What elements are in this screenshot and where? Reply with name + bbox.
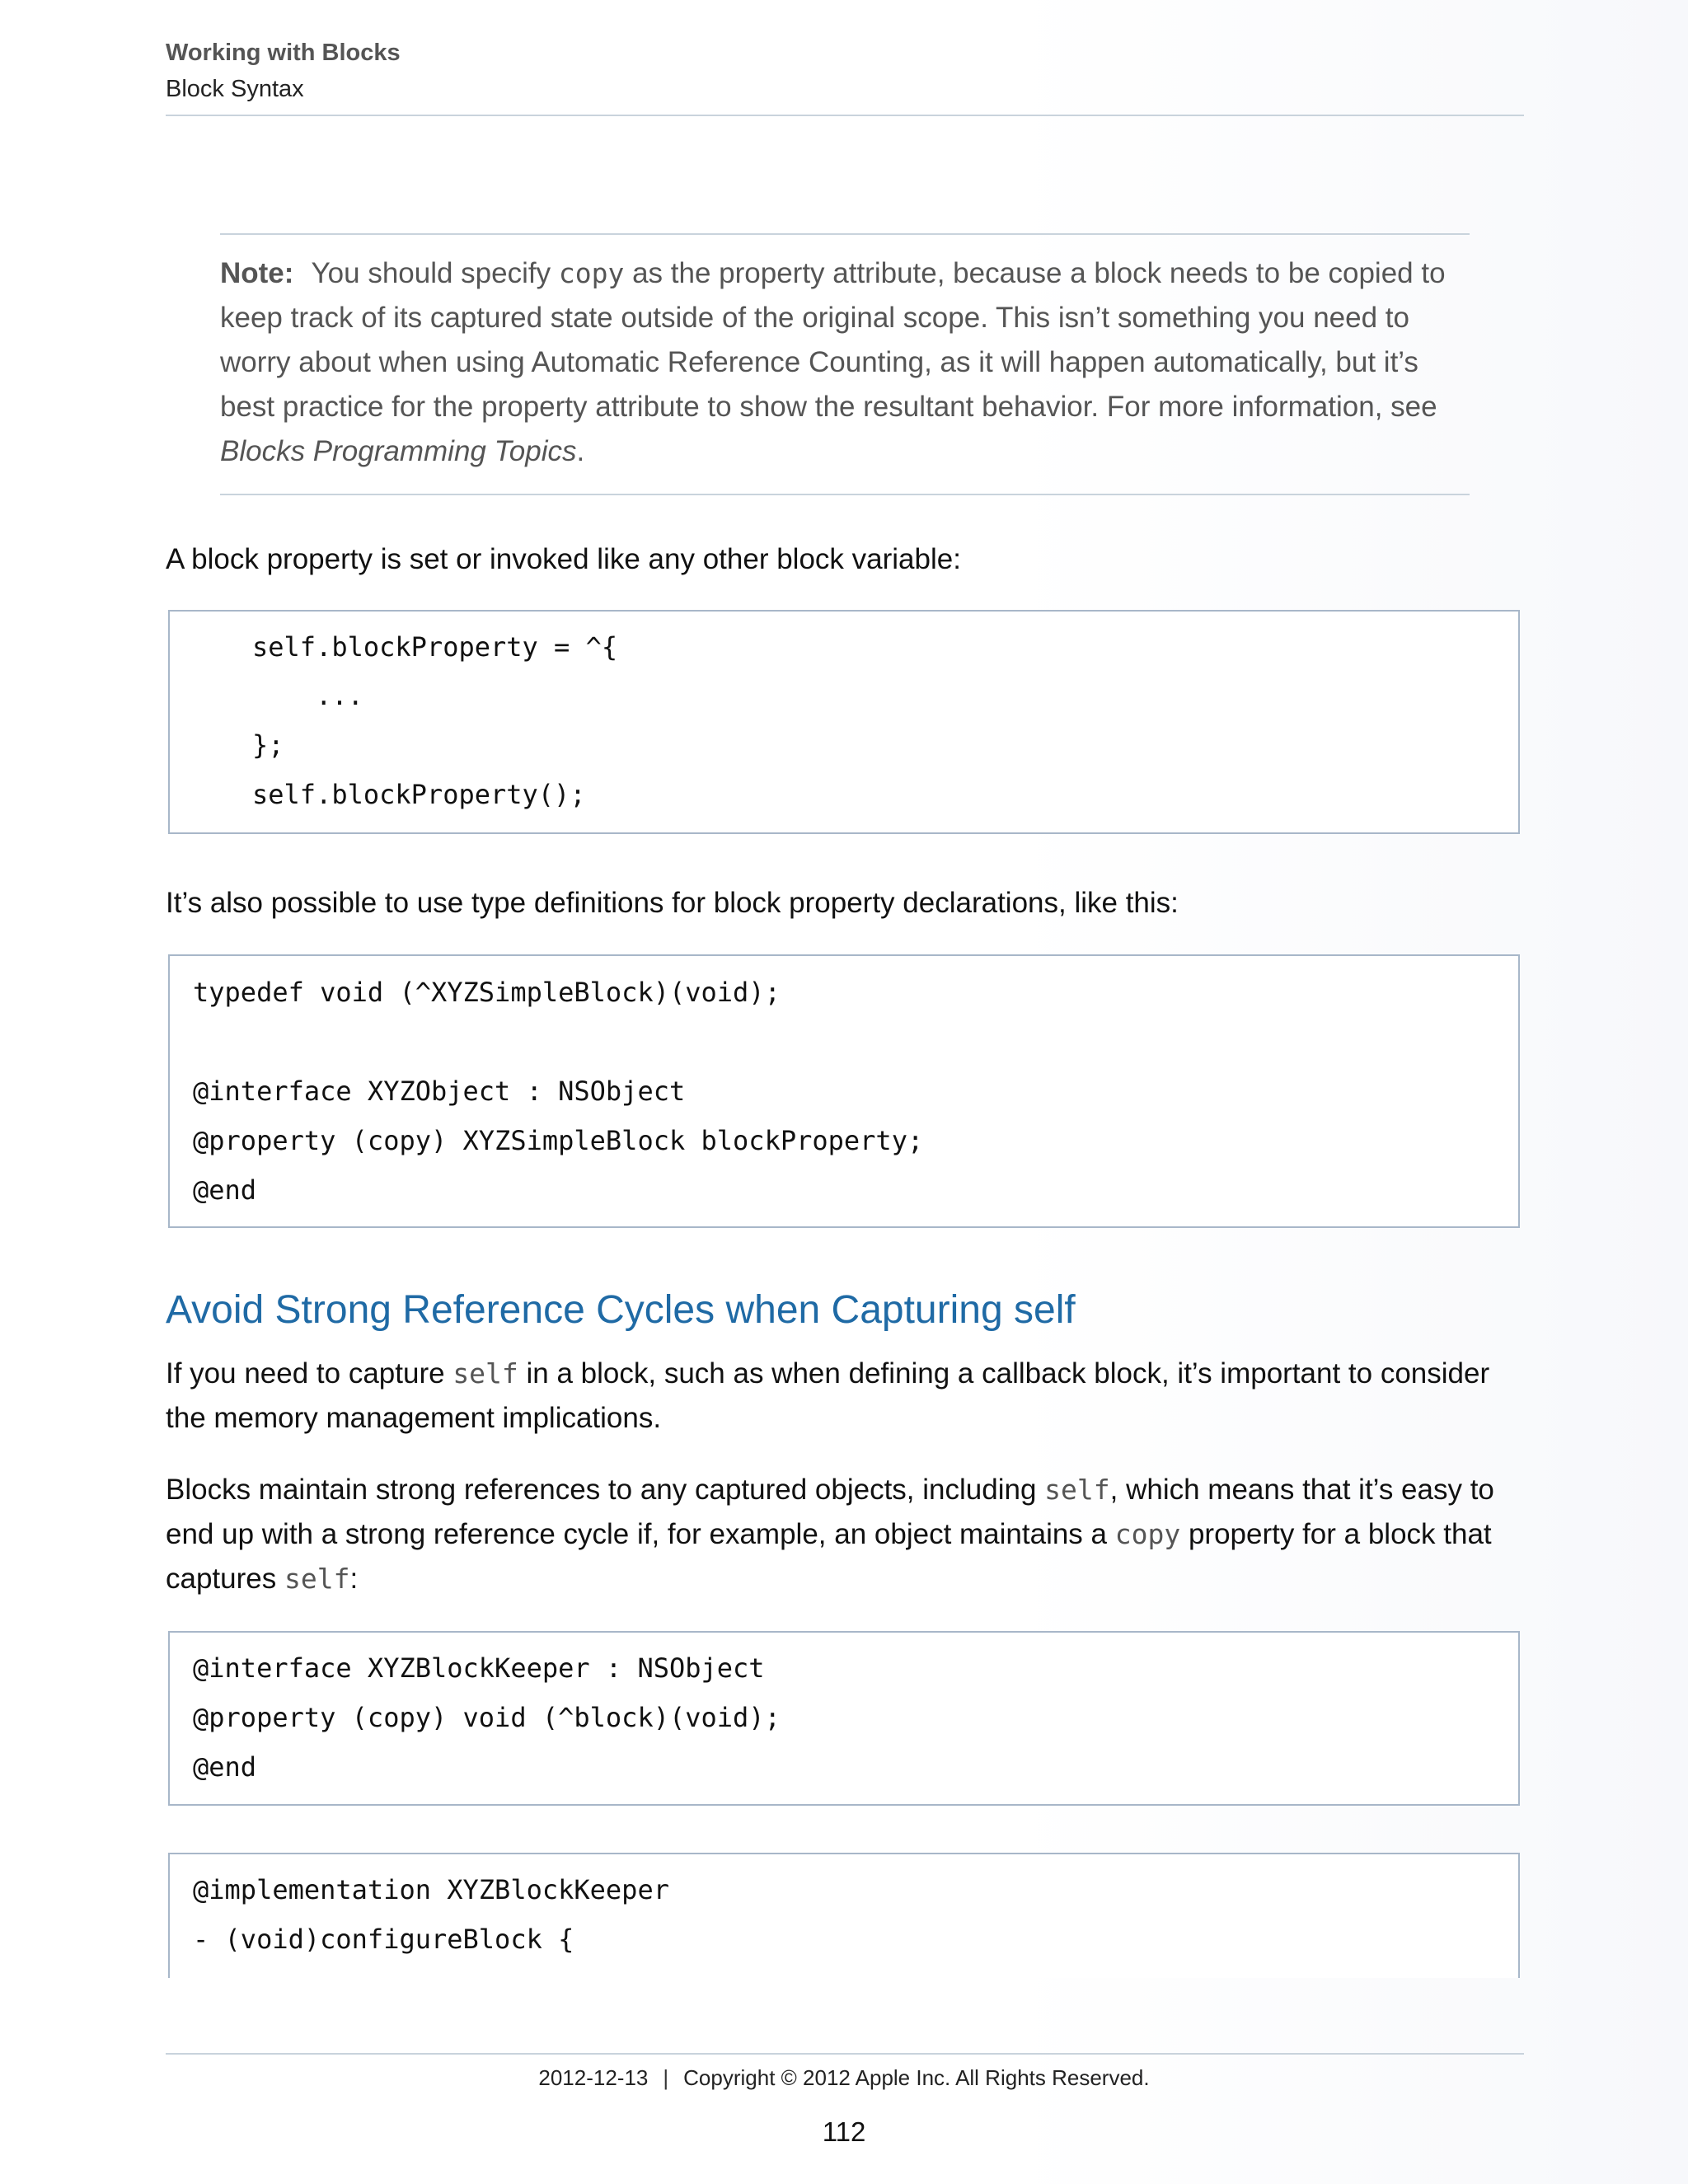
footer bbox=[0, 2065, 1688, 2091]
inline-code: self bbox=[1044, 1474, 1110, 1506]
code-line: ... bbox=[252, 680, 363, 711]
code-block bbox=[168, 1631, 1520, 1806]
inline-code: self bbox=[452, 1357, 518, 1390]
paragraph-text: property for a block that captures bbox=[166, 1518, 1492, 1595]
inline-code: copy bbox=[558, 257, 625, 289]
paragraph bbox=[166, 1468, 1524, 1601]
code-line: - (void)configureBlock { bbox=[193, 1924, 574, 1955]
code-line: @interface XYZBlockKeeper : NSObject bbox=[193, 1652, 765, 1684]
paragraph-text: , which means that it’s easy to end up with a strong reference cycle if, for example, an object maintains a bbox=[166, 1474, 1494, 1550]
note-label: Note: bbox=[220, 257, 294, 289]
note-text: as the property attribute, because a block needs to be copied to keep track of its captured state outside of the original scope. This isn’t something you need to worry about when using Automatic Reference Counting, as it will happen automatically, but it’s best practice for the property attribute to show the resultant behavior. For more information, see bbox=[220, 257, 1446, 423]
footer-divider bbox=[166, 2053, 1524, 2055]
code-line: }; bbox=[252, 729, 284, 761]
code-line: typedef void (^XYZSimpleBlock)(void); bbox=[193, 977, 781, 1008]
inline-code: copy bbox=[1114, 1518, 1181, 1550]
code-line: @property (copy) void (^block)(void); bbox=[193, 1702, 781, 1733]
paragraph: A block property is set or invoked like any other block variable: bbox=[166, 543, 961, 575]
header-divider bbox=[166, 115, 1524, 116]
code-line: @end bbox=[193, 1174, 257, 1206]
paragraph-text: If you need to capture bbox=[166, 1357, 445, 1390]
header-chapter-title: Working with Blocks bbox=[166, 40, 401, 66]
paragraph: It’s also possible to use type definitions for block property declarations, like this: bbox=[166, 887, 1179, 919]
footer-separator: | bbox=[663, 2065, 669, 2090]
paragraph bbox=[166, 1352, 1524, 1441]
code-line: @interface XYZObject : NSObject bbox=[193, 1076, 686, 1107]
code-block bbox=[168, 610, 1520, 834]
code-line: @property (copy) XYZSimpleBlock blockProperty; bbox=[193, 1125, 924, 1156]
page-number: 112 bbox=[822, 2116, 866, 2147]
code-line: @implementation XYZBlockKeeper bbox=[193, 1874, 669, 1905]
code-line: self.blockProperty(); bbox=[252, 779, 586, 810]
note-text: You should specify bbox=[311, 257, 551, 289]
note-box bbox=[220, 233, 1470, 495]
code-block bbox=[168, 954, 1520, 1228]
code-line: @end bbox=[193, 1751, 257, 1783]
paragraph-text: : bbox=[349, 1563, 359, 1595]
section-heading: Avoid Strong Reference Cycles when Capturing self bbox=[166, 1288, 1076, 1332]
paragraph-text: Blocks maintain strong references to any captured objects, including bbox=[166, 1474, 1037, 1506]
footer-copyright: Copyright © 2012 Apple Inc. All Rights Reserved. bbox=[683, 2065, 1150, 2090]
footer-date: 2012-12-13 bbox=[538, 2065, 649, 2090]
header-section-title: Block Syntax bbox=[166, 76, 304, 102]
inline-code: self bbox=[284, 1563, 350, 1595]
doc-reference-link[interactable]: Blocks Programming Topics bbox=[220, 435, 577, 467]
code-line: self.blockProperty = ^{ bbox=[252, 631, 618, 663]
code-block bbox=[168, 1853, 1520, 1978]
paragraph-text: in a block, such as when defining a callback block, it’s important to consider the memory management implications. bbox=[166, 1357, 1490, 1434]
note-text-end: . bbox=[576, 435, 585, 467]
